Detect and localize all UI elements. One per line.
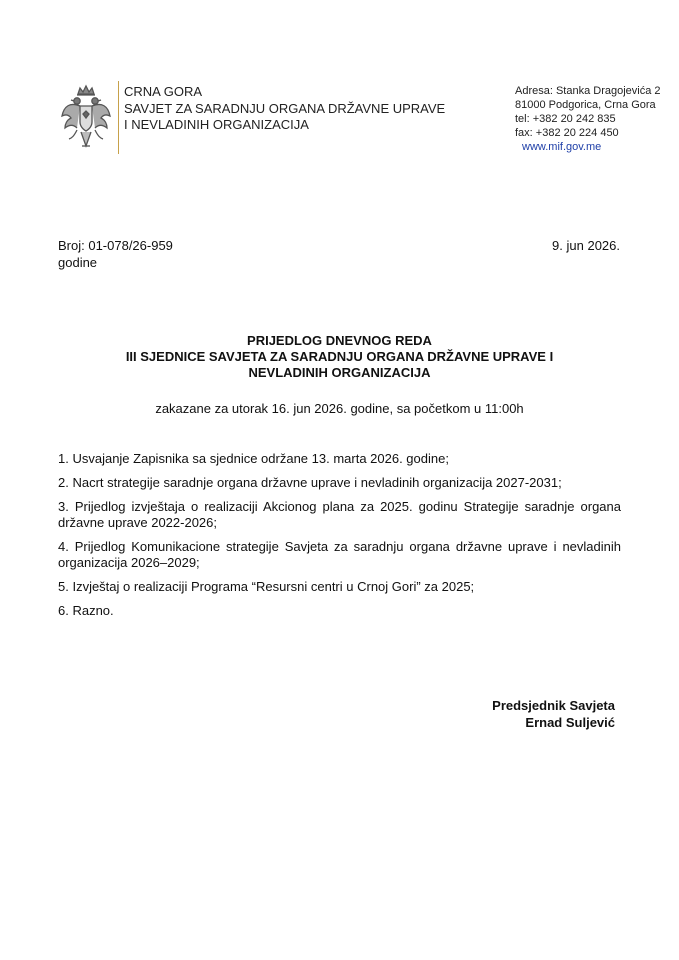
reference-suffix: godine (58, 255, 98, 270)
contact-fax: fax: +382 20 224 450 (515, 127, 619, 139)
agenda-item: 1. Usvajanje Zapisnika sa sjednice održane 13. marta 2026. godine; (58, 451, 449, 466)
contact-address: Adresa: Stanka Dragojevića 2 (515, 85, 661, 97)
agenda-list (58, 451, 621, 627)
agenda-item: 6. Razno. (58, 603, 114, 618)
header-divider (118, 81, 119, 154)
org-line-ngo: I NEVLADINIH ORGANIZACIJA (124, 117, 309, 132)
organization-name (124, 84, 445, 134)
signatory-name: Ernad Suljević (525, 715, 615, 730)
reference-number-text: Broj: 01-078/26-959 (58, 238, 173, 253)
org-line-country: CRNA GORA (124, 84, 203, 99)
title-line-2: III SJEDNICE SAVJETA ZA SARADNJU ORGANA DRŽAVNE UPRAVE I (125, 349, 554, 364)
meeting-schedule: zakazane za utorak 16. jun 2026. godine, sa početkom u 11:00h (155, 401, 524, 416)
agenda-item: 5. Izvještaj o realizaciji Programa “Resursni centri u Crnoj Gori” za 2025; (58, 579, 475, 594)
agenda-item: 3. Prijedlog izvještaja o realizaciji Akcionog plana za 2025. godinu Strategije saradnje organa državne uprave 2022-2026; (58, 499, 621, 530)
signature-block (492, 697, 615, 731)
org-line-council: SAVJET ZA SARADNJU ORGANA DRŽAVNE UPRAVE (124, 100, 446, 116)
document-date: 9. jun 2026. (552, 238, 620, 253)
contact-tel: tel: +382 20 242 835 (515, 113, 616, 125)
contact-city: 81000 Podgorica, Crna Gora (515, 99, 656, 111)
reference-number (58, 237, 173, 271)
agenda-item: 4. Prijedlog Komunikacione strategije Savjeta za saradnju organa državne uprave i nevladinih organizacija 2026–2029; (58, 539, 621, 570)
title-line-3: NEVLADINIH ORGANIZACIJA (248, 365, 431, 380)
agenda-item: 2. Nacrt strategije saradnje organa državne uprave i nevladinih organizacija 2027-2031; (58, 475, 562, 490)
document-title (60, 333, 619, 381)
signatory-role: Predsjednik Savjeta (492, 698, 615, 713)
coat-of-arms-icon (60, 84, 112, 154)
title-line-1: PRIJEDLOG DNEVNOG REDA (247, 333, 432, 348)
website-link[interactable]: www.mif.gov.me (522, 141, 602, 153)
contact-block (515, 84, 661, 154)
